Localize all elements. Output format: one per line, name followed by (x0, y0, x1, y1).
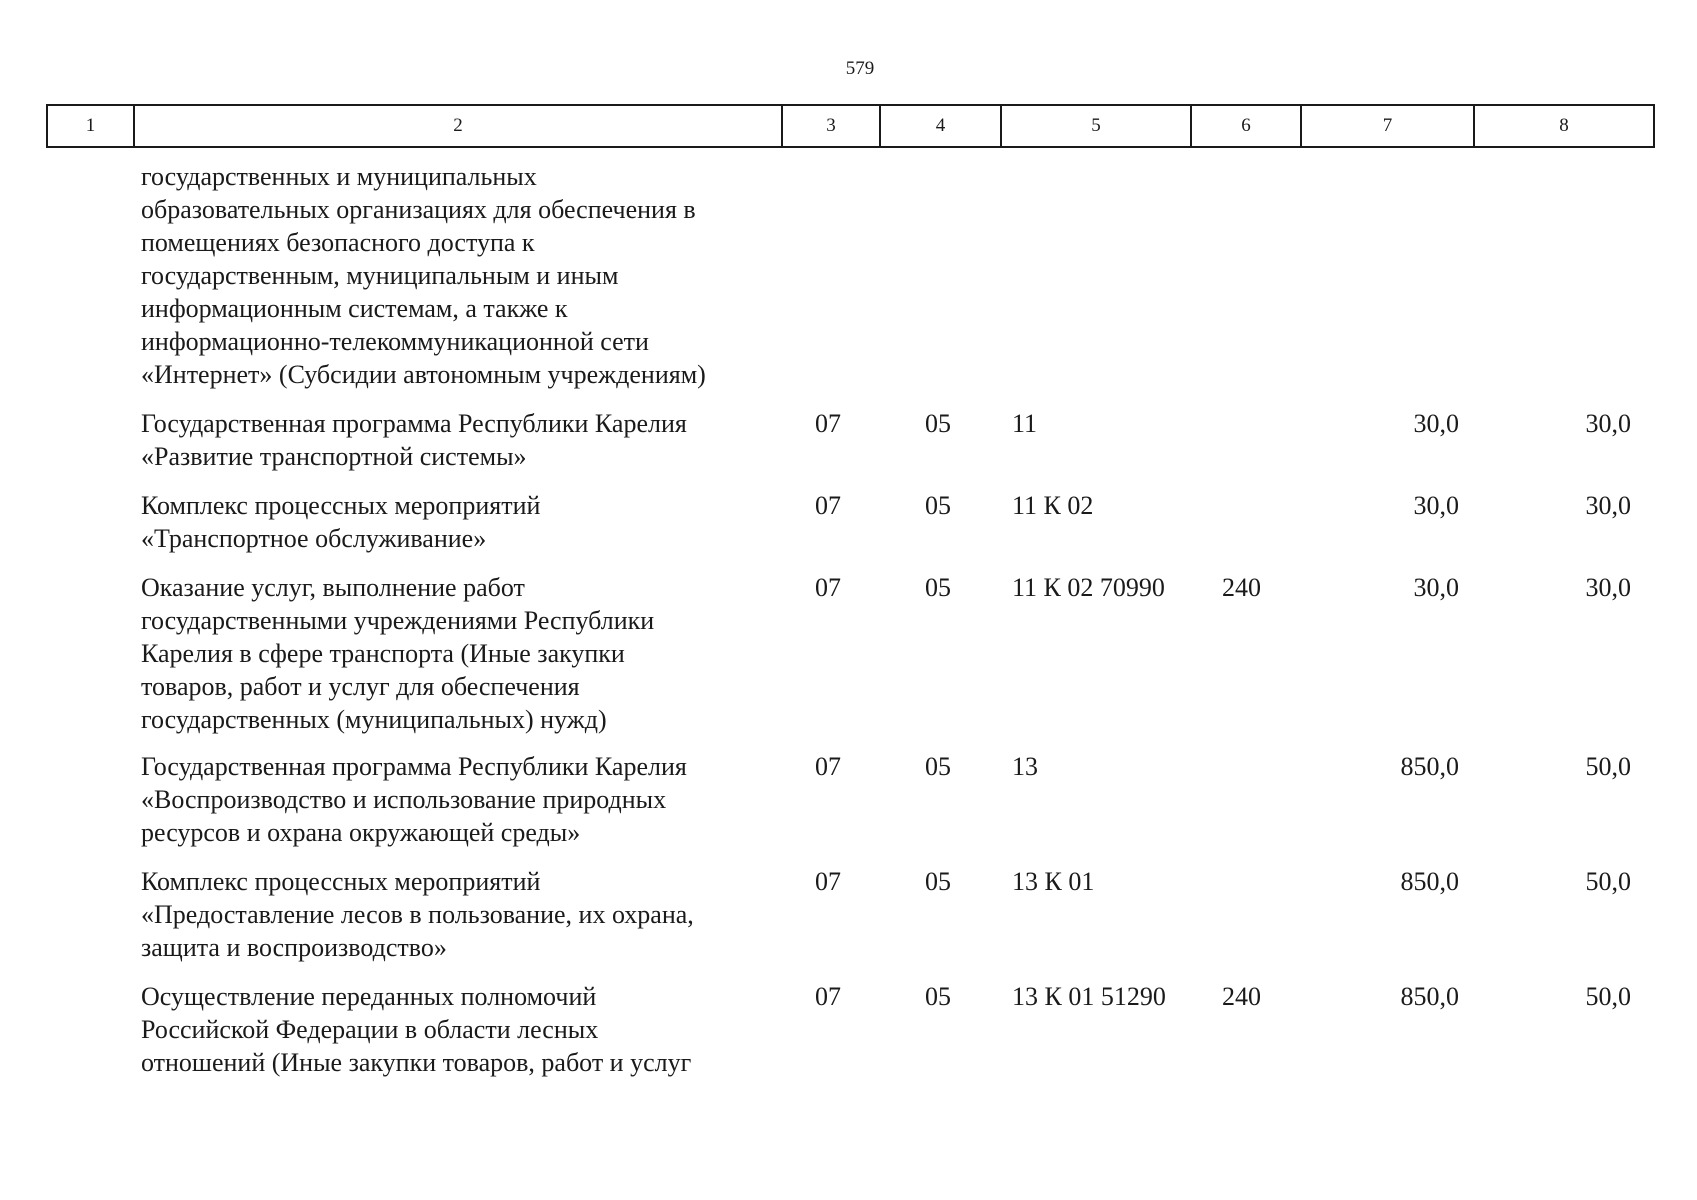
row-name-line: Российской Федерации в области лесных (141, 1015, 599, 1044)
row-value-1: 30,0 (1413, 573, 1459, 602)
column-header-3: 3 (782, 105, 880, 147)
column-header-4: 4 (880, 105, 1001, 147)
column-header-row (47, 105, 1654, 147)
row-name-line: товаров, работ и услуг для обеспечения (141, 672, 580, 701)
row-name (141, 160, 781, 391)
row-target-code: 13 К 01 51290 (1012, 982, 1166, 1011)
row-value-1: 850,0 (1400, 867, 1459, 896)
row-name-line: ресурсов и охрана окружающей среды» (141, 818, 581, 847)
row-name-line: информационным системам, а также к (141, 294, 568, 323)
row-target-code: 11 К 02 70990 (1012, 573, 1165, 602)
row-name-line: помещениях безопасного доступа к (141, 228, 535, 257)
row-name-line: государственных и муниципальных (141, 162, 537, 191)
row-value-1: 850,0 (1400, 982, 1459, 1011)
row-subsection: 05 (925, 752, 951, 781)
row-value-1: 850,0 (1400, 752, 1459, 781)
row-value-2: 50,0 (1585, 867, 1631, 896)
row-section: 07 (815, 491, 841, 520)
row-name-line: отношений (Иные закупки товаров, работ и услуг (141, 1048, 692, 1077)
row-value-2: 30,0 (1585, 409, 1631, 438)
row-name (141, 407, 781, 473)
row-name-line: «Воспроизводство и использование природных (141, 785, 667, 814)
column-header-7: 7 (1301, 105, 1474, 147)
row-value-2: 50,0 (1585, 982, 1631, 1011)
row-name (141, 980, 781, 1079)
row-name-line: «Развитие транспортной системы» (141, 442, 527, 471)
row-name (141, 865, 781, 964)
row-target-code: 13 К 01 (1012, 867, 1095, 896)
page-number: 579 (845, 58, 875, 79)
column-header-5: 5 (1001, 105, 1191, 147)
row-subsection: 05 (925, 491, 951, 520)
row-section: 07 (815, 752, 841, 781)
row-section: 07 (815, 409, 841, 438)
row-name-line: Комплекс процессных мероприятий (141, 867, 541, 896)
column-header-table (46, 104, 1655, 148)
row-target-code: 13 (1012, 752, 1038, 781)
row-section: 07 (815, 867, 841, 896)
row-name-line: Оказание услуг, выполнение работ (141, 573, 525, 602)
row-name-line: государственных (муниципальных) нужд) (141, 705, 607, 734)
row-name-line: Государственная программа Республики Карелия (141, 409, 687, 438)
row-name (141, 489, 781, 555)
row-name-line: Государственная программа Республики Карелия (141, 752, 687, 781)
row-value-2: 30,0 (1585, 573, 1631, 602)
row-value-1: 30,0 (1413, 409, 1459, 438)
row-target-code: 11 (1012, 409, 1038, 438)
row-section: 07 (815, 982, 841, 1011)
row-subsection: 05 (925, 982, 951, 1011)
row-name-line: образовательных организациях для обеспечения в (141, 195, 696, 224)
row-name-line: Карелия в сфере транспорта (Иные закупки (141, 639, 625, 668)
row-value-2: 50,0 (1585, 752, 1631, 781)
row-name (141, 750, 781, 849)
row-expense-type: 240 (1222, 573, 1261, 602)
column-header-8: 8 (1474, 105, 1654, 147)
row-name-line: «Предоставление лесов в пользование, их охрана, (141, 900, 694, 929)
row-subsection: 05 (925, 573, 951, 602)
row-name-line: защита и воспроизводство» (141, 933, 447, 962)
row-expense-type: 240 (1222, 982, 1261, 1011)
row-name-line: Осуществление переданных полномочий (141, 982, 597, 1011)
row-name-line: информационно-телекоммуникационной сети (141, 327, 649, 356)
column-header-2: 2 (134, 105, 782, 147)
row-subsection: 05 (925, 409, 951, 438)
row-name-line: Комплекс процессных мероприятий (141, 491, 541, 520)
row-subsection: 05 (925, 867, 951, 896)
row-value-1: 30,0 (1413, 491, 1459, 520)
row-name-line: государственным, муниципальным и иным (141, 261, 619, 290)
row-name-line: «Транспортное обслуживание» (141, 524, 487, 553)
row-section: 07 (815, 573, 841, 602)
row-name-line: государственными учреждениями Республики (141, 606, 655, 635)
row-name (141, 571, 781, 736)
column-header-1: 1 (47, 105, 134, 147)
column-header-6: 6 (1191, 105, 1301, 147)
row-value-2: 30,0 (1585, 491, 1631, 520)
row-target-code: 11 К 02 (1012, 491, 1094, 520)
row-name-line: «Интернет» (Субсидии автономным учреждениям) (141, 360, 706, 389)
